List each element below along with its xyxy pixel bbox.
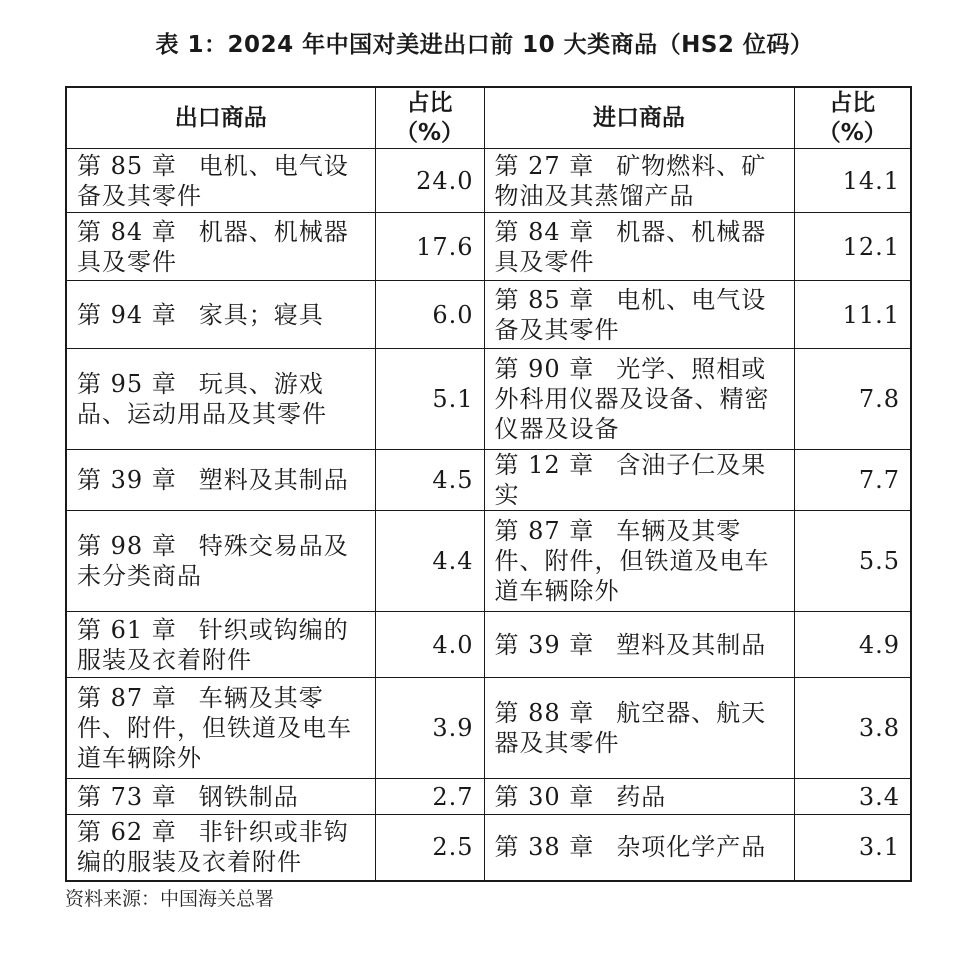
export-name: 非针织或非钩编的服装及衣着附件	[77, 818, 349, 877]
table-row	[66, 149, 911, 213]
export-chapter: 第 95 章	[77, 370, 177, 398]
import-chapter: 第 39 章	[494, 630, 595, 659]
import-name: 矿物燃料、矿物油及其蒸馏产品	[494, 151, 767, 210]
export-name: 针织或钩编的服装及衣着附件	[77, 615, 349, 674]
export-share-cell: 5.1	[375, 349, 484, 450]
export-share-cell: 2.7	[375, 779, 484, 815]
import-chapter: 第 85 章	[494, 285, 595, 314]
import-chapter: 第 12 章	[494, 451, 595, 479]
import-chapter: 第 87 章	[494, 517, 595, 545]
export-name: 玩具、游戏品、运动用品及其零件	[77, 370, 327, 428]
export-chapter: 第 98 章	[77, 532, 177, 560]
export-goods-cell	[66, 349, 375, 450]
import-goods-cell	[484, 815, 794, 881]
import-goods-cell	[484, 779, 794, 815]
table-row	[66, 281, 911, 349]
export-share-cell: 2.5	[375, 815, 484, 881]
import-share-cell: 3.1	[794, 815, 911, 881]
export-share-cell: 4.5	[375, 450, 484, 511]
import-goods-cell	[484, 678, 794, 779]
export-name: 车辆及其零件、附件，但铁道及电车道车辆除外	[77, 684, 352, 772]
import-share-cell: 14.1	[794, 149, 911, 213]
export-share-cell: 24.0	[375, 149, 484, 213]
import-name: 杂项化学产品	[616, 833, 767, 862]
header-import-goods: 进口商品	[484, 87, 794, 149]
import-goods-cell	[484, 349, 794, 450]
export-goods-cell	[66, 149, 375, 213]
import-goods-cell	[484, 281, 794, 349]
export-chapter: 第 94 章	[77, 300, 177, 329]
import-goods-cell	[484, 213, 794, 281]
export-chapter: 第 62 章	[77, 818, 177, 847]
import-name: 光学、照相或外科用仪器及设备、精密仪器及设备	[494, 355, 770, 443]
export-share-cell: 4.0	[375, 612, 484, 678]
import-goods-cell	[484, 149, 794, 213]
import-name: 电机、电气设备及其零件	[494, 285, 767, 344]
export-name: 家具；寝具	[198, 300, 324, 329]
table-row	[66, 511, 911, 612]
import-share-cell: 4.9	[794, 612, 911, 678]
import-share-cell: 12.1	[794, 213, 911, 281]
export-name: 塑料及其制品	[198, 466, 349, 494]
import-goods-cell	[484, 612, 794, 678]
export-goods-cell	[66, 815, 375, 881]
import-goods-cell	[484, 450, 794, 511]
import-chapter: 第 38 章	[494, 833, 595, 862]
export-name: 机器、机械器具及零件	[77, 217, 349, 276]
header-row	[66, 87, 911, 149]
source-note: 资料来源：中国海关总署	[65, 888, 275, 910]
export-chapter: 第 73 章	[77, 782, 177, 811]
table-row	[66, 349, 911, 450]
export-share-cell: 17.6	[375, 213, 484, 281]
export-chapter: 第 84 章	[77, 217, 177, 246]
export-name: 电机、电气设备及其零件	[77, 151, 349, 210]
header-export-goods: 出口商品	[66, 87, 375, 149]
table-row	[66, 779, 911, 815]
import-goods-cell	[484, 511, 794, 612]
export-goods-cell	[66, 612, 375, 678]
import-name: 含油子仁及果实	[494, 451, 767, 509]
export-chapter: 第 87 章	[77, 684, 177, 712]
export-share-cell: 3.9	[375, 678, 484, 779]
import-chapter: 第 88 章	[494, 699, 595, 727]
export-goods-cell	[66, 779, 375, 815]
export-name: 特殊交易品及未分类商品	[77, 532, 349, 590]
export-goods-cell	[66, 281, 375, 349]
import-name: 机器、机械器具及零件	[494, 217, 767, 276]
import-chapter: 第 90 章	[494, 355, 595, 383]
export-name: 钢铁制品	[198, 782, 299, 811]
trade-table	[65, 86, 912, 882]
export-goods-cell	[66, 450, 375, 511]
header-export-share: 占比（%）	[375, 87, 484, 149]
import-name: 航空器、航天器及其零件	[494, 699, 767, 757]
export-chapter: 第 85 章	[77, 151, 177, 180]
import-share-cell: 11.1	[794, 281, 911, 349]
import-chapter: 第 30 章	[494, 782, 595, 811]
table-row	[66, 678, 911, 779]
header-import-share: 占比（%）	[794, 87, 911, 149]
export-share-cell: 4.4	[375, 511, 484, 612]
table-row	[66, 450, 911, 511]
export-chapter: 第 39 章	[77, 466, 177, 494]
import-chapter: 第 84 章	[494, 217, 595, 246]
import-share-cell: 7.7	[794, 450, 911, 511]
import-name: 药品	[616, 782, 667, 811]
table-row	[66, 815, 911, 881]
export-goods-cell	[66, 213, 375, 281]
export-chapter: 第 61 章	[77, 615, 177, 644]
table-title: 表 1：2024 年中国对美进出口前 10 大类商品（HS2 位码）	[155, 32, 814, 58]
import-share-cell: 5.5	[794, 511, 911, 612]
import-name: 车辆及其零件、附件，但铁道及电车道车辆除外	[494, 517, 770, 605]
import-share-cell: 3.4	[794, 779, 911, 815]
export-goods-cell	[66, 511, 375, 612]
table-row	[66, 612, 911, 678]
import-share-cell: 3.8	[794, 678, 911, 779]
import-chapter: 第 27 章	[494, 151, 595, 180]
import-name: 塑料及其制品	[616, 630, 767, 659]
export-goods-cell	[66, 678, 375, 779]
table-row	[66, 213, 911, 281]
export-share-cell: 6.0	[375, 281, 484, 349]
import-share-cell: 7.8	[794, 349, 911, 450]
